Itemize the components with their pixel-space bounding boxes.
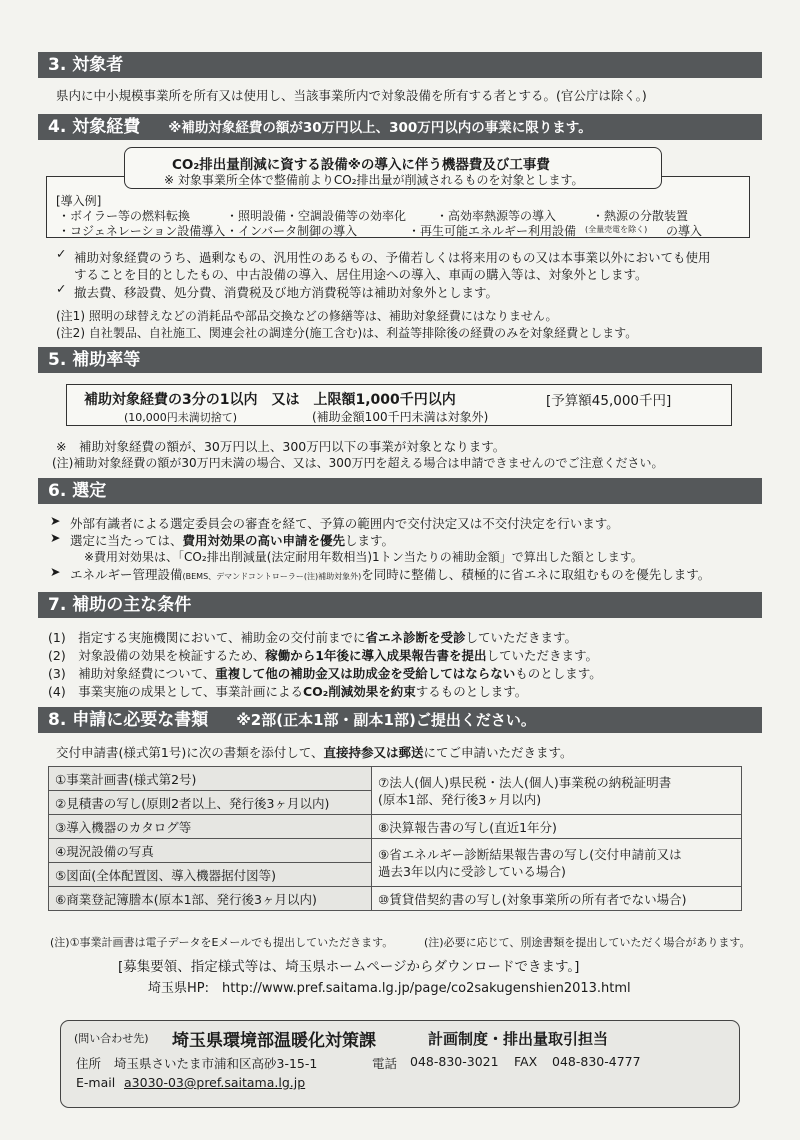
example-item: ・コジェネレーション設備導入 bbox=[58, 224, 226, 238]
intro-emphasis: 直接持参又は郵送 bbox=[323, 745, 424, 760]
selection-item-2-a: 選定に当たっては、 bbox=[70, 533, 183, 548]
selection-item-1: 外部有識者による選定委員会の審査を経て、予算の範囲内で交付決定又は不交付決定を行います。 bbox=[70, 516, 619, 531]
selection-item-3-a: エネルギー管理設備 bbox=[70, 567, 183, 582]
homepage-label: 埼玉県HP: bbox=[148, 981, 209, 996]
document-item: ⑩賃貸借契約書の写し(対象事業所の所有者でない場合) bbox=[372, 887, 742, 911]
homepage bbox=[148, 977, 631, 996]
example-item: ・高効率熱源等の導入 bbox=[436, 209, 557, 223]
condition-item bbox=[48, 682, 527, 700]
condition-text-emphasis: 重複して他の補助金又は助成金を受給してはならない bbox=[215, 666, 516, 681]
subsidy-rate: 補助対象経費の3分の1以内 又は 上限額1,000千円以内 bbox=[84, 392, 456, 408]
document-item-line: ⑦法人(個人)県民税・法人(個人)事業税の納税証明書 bbox=[378, 774, 672, 790]
section-8-note-1: (注)①事業計画書は電子データをEメールでも提出していただきます。 bbox=[50, 936, 394, 949]
document-item-line: ⑨省エネルギー診断結果報告書の写し(交付申請前又は bbox=[378, 846, 682, 862]
document-item bbox=[372, 767, 742, 815]
cost-effectiveness-priority: 費用対効果の高い申請を優先 bbox=[182, 533, 346, 548]
required-documents-table bbox=[48, 766, 742, 911]
homepage-url[interactable]: http://www.pref.saitama.lg.jp/page/co2sakugenshien2013.html bbox=[222, 981, 631, 996]
selection-item-2 bbox=[70, 531, 394, 549]
condition-text-b: していただきます。 bbox=[465, 630, 578, 645]
eligible-cost-title: CO₂排出量削減に資する設備※の導入に伴う機器費及び工事費 bbox=[172, 157, 550, 173]
document-item: ①事業計画書(様式第2号) bbox=[49, 767, 372, 791]
section-6-title: 6. 選定 bbox=[48, 481, 107, 501]
section-3-header bbox=[38, 52, 762, 78]
examples-label: [導入例] bbox=[56, 194, 102, 208]
example-item: ・ボイラー等の燃料転換 bbox=[58, 209, 191, 223]
selection-item-3-annotation: (BEMS、デマンドコントローラー(注)補助対象外) bbox=[182, 572, 362, 581]
section-4-header bbox=[38, 114, 762, 140]
email-link[interactable]: a3030-03@pref.saitama.lg.jp bbox=[124, 1075, 306, 1090]
document-item: ③導入機器のカタログ等 bbox=[49, 815, 372, 839]
document-item: ②見積書の写し(原則2者以上、発行後3ヶ月以内) bbox=[49, 791, 372, 815]
check-icon: ✓ bbox=[56, 246, 67, 261]
exclusion-text-2: 撤去費、移設費、処分費、消費税及び地方消費税等は補助対象外とします。 bbox=[74, 285, 499, 300]
condition-text-a: 補助対象経費について、 bbox=[78, 666, 216, 681]
section-4-title: 4. 対象経費 bbox=[48, 117, 141, 137]
condition-text-a: 指定する実施機関において、補助金の交付前までに bbox=[78, 630, 366, 645]
intro-a: 交付申請書(様式第1号)に次の書類を添付して、 bbox=[56, 745, 324, 760]
section-8-title: 8. 申請に必要な書類 bbox=[48, 710, 209, 730]
section-8-note-2: (注)必要に応じて、別途書類を提出していただく場合があります。 bbox=[424, 936, 751, 949]
arrow-icon: ➤ bbox=[50, 513, 61, 528]
document-item: ⑤図面(全体配置図、導入機器据付図等) bbox=[49, 863, 372, 887]
selection-item-2-b: します。 bbox=[345, 533, 395, 548]
document-item-line: 過去3年以内に受診している場合) bbox=[378, 863, 566, 879]
example-item: の導入 bbox=[666, 224, 703, 238]
document-item: ④現況設備の写真 bbox=[49, 839, 372, 863]
exclusion-text-1a: 補助対象経費のうち、過剰なもの、汎用性のあるもの、予備若しくは将来用のもの又は本事業以外においても使用 bbox=[74, 250, 711, 265]
condition-number: (1) bbox=[48, 630, 66, 645]
phone-label: 電話 bbox=[372, 1056, 398, 1071]
section-4-note-1: (注1) 照明の球替えなどの消耗品や部品交換などの修繕等は、補助対象経費にはなりません。 bbox=[56, 309, 558, 323]
section-8-note: ※2部(正本1部・副本1部)ご提出ください。 bbox=[236, 711, 536, 729]
minimum-note: (補助金額100千円未満は対象外) bbox=[312, 410, 489, 424]
section-6-header bbox=[38, 478, 762, 504]
document-item-line: (原本1部、発行後3ヶ月以内) bbox=[378, 791, 542, 807]
eligible-cost-note: ※ 対象事業所全体で整備前よりCO₂排出量が削減されるものを対象とします。 bbox=[164, 173, 584, 187]
example-item: ・熱源の分散装置 bbox=[592, 209, 689, 223]
condition-number: (4) bbox=[48, 684, 66, 699]
section-5-note-1: ※ 補助対象経費の額が、30万円以上、300万円以下の事業が対象となります。 bbox=[56, 439, 506, 454]
check-icon: ✓ bbox=[56, 281, 67, 296]
email-label: E-mail bbox=[76, 1075, 116, 1090]
cost-effectiveness-note: ※費用対効果は、「CO₂排出削減量(法定耐用年数相当)1トン当たりの補助金額」で算出した額とします。 bbox=[84, 550, 643, 564]
condition-text-b: するものとします。 bbox=[415, 684, 528, 699]
fax: 048-830-4777 bbox=[552, 1054, 641, 1069]
budget: [予算額45,000千円] bbox=[546, 393, 672, 409]
intro-c: にてご申請いただきます。 bbox=[423, 745, 573, 760]
example-item: ・インバータ制御の導入 bbox=[226, 224, 358, 238]
exclusion-text-1b: することを目的としたもの、中古設備の導入、居住用途への導入、車両の購入等は、対象外とします。 bbox=[74, 267, 648, 282]
section-5-title: 5. 補助率等 bbox=[48, 350, 141, 370]
condition-text-b: ものとします。 bbox=[515, 666, 602, 681]
document-item: ⑥商業登記簿謄本(原本1部、発行後3ヶ月以内) bbox=[49, 887, 372, 911]
download-notice: [募集要領、指定様式等は、埼玉県ホームページからダウンロードできます。] bbox=[118, 959, 580, 975]
condition-number: (2) bbox=[48, 648, 66, 663]
example-item-annotation: (全量売電を除く) bbox=[585, 225, 648, 234]
selection-item-3 bbox=[70, 565, 710, 583]
section-8-header bbox=[38, 707, 762, 733]
contact-department: 埼玉県環境部温暖化対策課 bbox=[172, 1031, 376, 1051]
section-4-note-2: (注2) 自社製品、自社施工、関連会社の調達分(施工含む)は、利益等排除後の経費のみを対象経費とします。 bbox=[56, 326, 638, 340]
condition-text-emphasis: 稼働から1年後に導入成果報告書を提出 bbox=[265, 648, 487, 663]
contact-section: 計画制度・排出量取引担当 bbox=[428, 1030, 609, 1048]
section-4-note: ※補助対象経費の額が30万円以上、300万円以内の事業に限ります。 bbox=[168, 120, 592, 136]
fax-label: FAX bbox=[514, 1054, 538, 1069]
phone: 048-830-3021 bbox=[410, 1054, 499, 1069]
condition-text-a: 対象設備の効果を検証するため、 bbox=[78, 648, 266, 663]
condition-text-emphasis: 省エネ診断を受診 bbox=[365, 630, 466, 645]
section-3-text: 県内に中小規模事業所を所有又は使用し、当該事業所内で対象設備を所有する者とする。(官公庁は除く。) bbox=[56, 88, 647, 103]
section-8-intro bbox=[56, 743, 573, 761]
example-item: ・照明設備・空調設備等の効率化 bbox=[226, 209, 407, 223]
section-5-note-2: (注)補助対象経費の額が30万円未満の場合、又は、300万円を超える場合は申請できませんのでご注意ください。 bbox=[52, 456, 664, 470]
example-item: ・再生可能エネルギー利用設備 bbox=[408, 224, 577, 238]
section-5-header bbox=[38, 347, 762, 373]
condition-text-a: 事業実施の成果として、事業計画による bbox=[78, 684, 303, 699]
condition-item bbox=[48, 628, 577, 646]
condition-text-emphasis: CO₂削減効果を約束 bbox=[303, 684, 416, 699]
address: 埼玉県さいたま市浦和区高砂3-15-1 bbox=[114, 1056, 318, 1071]
section-3-title: 3. 対象者 bbox=[48, 55, 124, 75]
rounding-note: (10,000円未満切捨て) bbox=[124, 411, 238, 424]
condition-text-b: していただきます。 bbox=[486, 648, 598, 663]
document-item bbox=[372, 839, 742, 887]
section-7-title: 7. 補助の主な条件 bbox=[48, 595, 192, 615]
arrow-icon: ➤ bbox=[50, 564, 61, 579]
arrow-icon: ➤ bbox=[50, 530, 61, 545]
condition-item bbox=[48, 664, 602, 682]
contact-label: (問い合わせ先) bbox=[74, 1032, 149, 1045]
condition-number: (3) bbox=[48, 666, 66, 681]
selection-item-3-b: を同時に整備し、積極的に省エネに取組むものを優先します。 bbox=[361, 567, 711, 582]
document-item: ⑧決算報告書の写し(直近1年分) bbox=[372, 815, 742, 839]
section-7-header bbox=[38, 592, 762, 618]
condition-item bbox=[48, 646, 598, 664]
address-label: 住所 bbox=[76, 1056, 102, 1071]
